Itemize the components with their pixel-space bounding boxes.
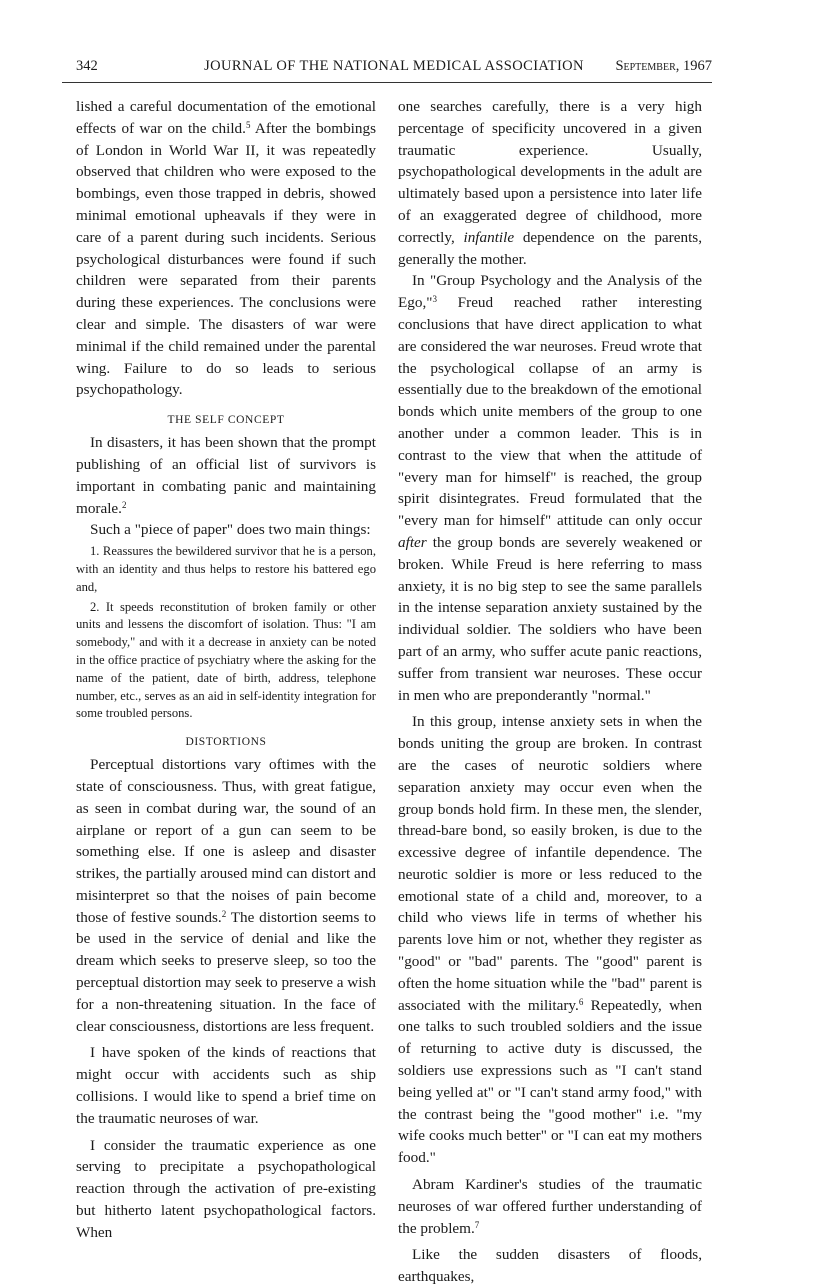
issue-date: September, 1967 (615, 58, 712, 74)
paragraph: I have spoken of the kinds of reactions that might occur with accidents such as ship collisions. I would like to spend a brief time on the traumatic neuroses of war. (76, 1044, 376, 1127)
reference-marker: 6 (578, 996, 584, 1007)
paragraph: In disasters, it has been shown that the prompt publishing of an official list of survivors is important in combating panic and maintaining morale.$^2$ (76, 434, 376, 517)
left-column (76, 96, 376, 1244)
paragraph: In this group, intense anxiety sets in when the bonds uniting the group are broken. In contrast are the cases of neurotic soldiers where separation anxiety may occur even when the group bonds hold firm. In these men, the slender, thread-bare bond, so easily broken, is due to the excessive degree of infantile dependence. The neurotic soldier is more or less reduced to the emotional state of a child and, moreover, to a child who views life in terms of whether his parents love him or not, whether they register as "good" or "bad" parents. The "good" parent is often the home situation while the "bad" parent is associated with the military.$^6$ Repeatedly, when one talks to such troubled soldiers and the issue of returning to active duty is discussed, the soldiers use expressions such as "I can't stand being yelled at" or "I can't stand army food," with the contrast being the "good mother" i.e. "my wife cooks much better" or "I can eat my mothers food." (398, 713, 702, 1167)
section-heading: DISTORTIONS (185, 736, 267, 749)
reference-marker: 3 (432, 294, 437, 305)
paragraph: Such a "piece of paper" does two main things: (90, 521, 371, 539)
list-item: 1. Reassures the bewildered survivor that he is a person, with an identity and thus helps to restore his battered ego and, (76, 544, 376, 594)
journal-title: JOURNAL OF THE NATIONAL MEDICAL ASSOCIATION (204, 58, 584, 74)
paragraph: Perceptual distortions vary oftimes with the state of consciousness. Thus, with great fatigue, as seen in combat during war, the sound of an airplane or report of a gun can seem to be something else. If one is asleep and disaster strikes, the partially aroused mind can distort and misinterpret so that the noises of pain become those of festive sounds.$^2$ The distortion seems to be used in the service of denial and like the dream which seeks to preserve sleep, so too the perceptual distortion may seek to preserve a wish for a non-threatening situation. In the face of clear consciousness, distortions are less frequent. (76, 756, 376, 1035)
paragraph: I consider the traumatic experience as one serving to precipitate a psychopathological reaction through the activation of pre-existing but hitherto latent psychopathological factors. When (76, 1136, 376, 1241)
numbered-list (76, 543, 376, 723)
paragraph: Abram Kardiner's studies of the traumatic neuroses of war offered further understanding of the problem.$^7$ (398, 1176, 702, 1237)
header-rule (62, 82, 712, 83)
reference-marker: 2 (121, 499, 127, 510)
paragraph: one searches carefully, there is a very high percentage of specificity uncovered in a given traumatic experience. Usually, psychopathological developments in the adult are ultimately based upon a persistence into later life of an exaggerated degree of childhood, more correctly, infantile dependence on the parents, generally the mother. (398, 98, 702, 268)
paragraph: In "Group Psychology and the Analysis of the Ego,"$^3$ Freud reached rather interesting conclusions that have direct application to what are considered the war neuroses. Freud wrote that the psychological collapse of an army is essentially due to the breakdown of the emotional bonds which unite members of the group to one another under a common leader. This is in contrast to the view that when the attitude of "every man for himself" is reached, the group spirit disintegrates. Freud formulated that the "every man for himself" attitude can only occur after the group bonds are severely weakened or broken. While Freud is here referring to mass anxiety, it is no big step to see the same parallels in the intense separation anxiety sustained by the individual soldier. The soldiers who have been part of an army, who suffer acute panic reactions, suffer from transient war neuroses. These occur in men who are preponderantly "normal." (398, 272, 702, 704)
page-number: 342 (76, 58, 98, 74)
list-item: 2. It speeds reconstitution of broken family or other units and lessens the discomfort of isolation. Thus: "I am somebody," and with it a decrease in anxiety can be noted in the office practice of psychiatry where the asking for the name of the patient, date of birth, address, telephone number, etc., serves as an aid in self-identity integration for some troubled persons. (76, 599, 376, 721)
section-heading: THE SELF CONCEPT (167, 414, 285, 427)
reference-marker: 2 (221, 908, 227, 919)
paragraph: lished a careful documentation of the emotional effects of war on the child.$^5$ After the bombings of London in World War II, it was repeatedly observed that children who were exposed to the bombings, even those trapped in debris, showed minimal emotional upheavals if they were in care of a parent during such incidents. Serious psychological disturbances were found if such children were separated from their parents during these experiences. The conclusions were clear and simple. The disasters of war were minimal if the child remained under the parental wing. Failure to do so leads to serious psychopathology. (76, 98, 376, 399)
paragraph: Like the sudden disasters of floods, earthquakes, (398, 1246, 702, 1286)
reference-marker: 5 (245, 119, 251, 130)
right-column (398, 96, 702, 1288)
reference-marker: 7 (474, 1219, 480, 1230)
running-header (76, 58, 712, 78)
